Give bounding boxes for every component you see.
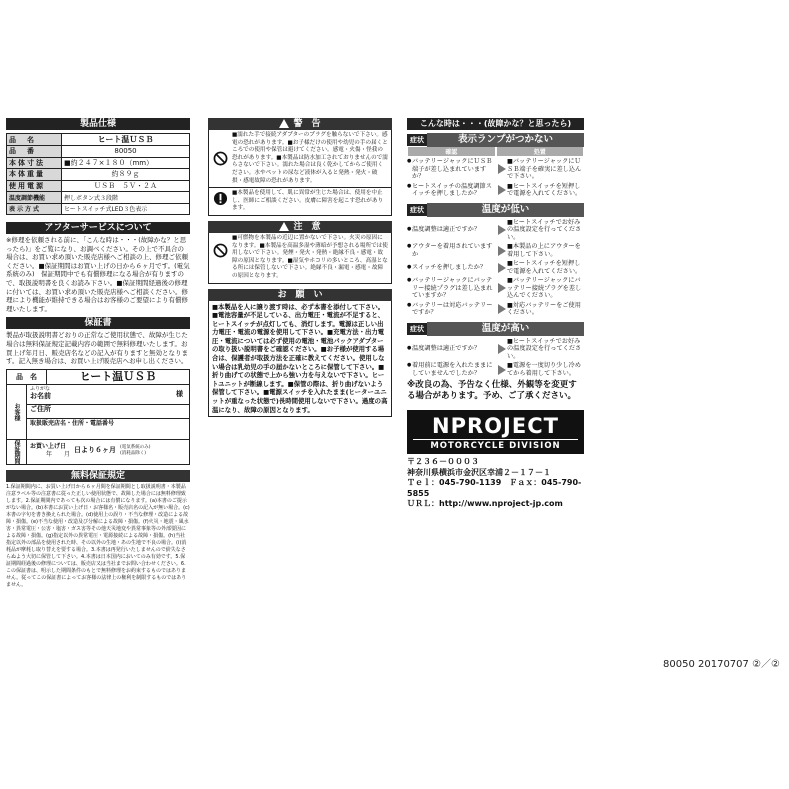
after-service-text: ※修理を依頼される前に、「こんな時は・・・(故障かな？と思ったら)」をご覧になり、お調べください。その上で不具合の場合は、お買い求め頂いた販売店様へご相談の上、修理ご依頼ください。■保証期間はお買い上げの日から６ヶ月です。(電気系統のみ) 保証期間中でも有償修理になる場合が有りますので、取扱説明書を良くお読み下さい。■保証期間経過後の修理に付いては、お買い求め頂いた販売店様へご相談ください。修理により機能が維持できる場合はお客様のご要望により有償修理いたします。 [6,236,190,313]
customer-label: お客様 [7,385,27,439]
spec-row: 品 名 ヒート温ＵＳＢ [7,134,190,146]
zip-code: 〒２３６－０００３ [407,457,479,466]
left-column [6,118,190,589]
spec-row: 本体寸法 ■約２４７×１８０（mm） [7,157,190,169]
logo-sub-text: MOTORCYCLE DIVISION [413,439,578,451]
arrow-right-icon [497,304,507,314]
middle-column [208,118,392,417]
section-low-temp-head [407,203,584,217]
spec-table [6,133,190,215]
spec-row: 本体重量 約８９ｇ [7,169,190,181]
caution-title: 注 意 [293,221,321,232]
section-title: 温度が高い [427,322,584,336]
address-cell: ご住所 [27,405,189,419]
warranty-text: 製品が取扱説明書どおりの正常なご使用状態で、故障が生じた場合は無料保証規定記載内容の範囲で無料修理いたします。お買上げ年月日、販売店名などの記入が有りますと無効となります。記入無き場合は、お買い上げ販売店へお申し出ください。 [6,331,188,366]
change-notice: ※改良の為、予告なく仕様、外観等を変更する場合があります。予め、ご了承ください。 [407,380,577,401]
section-title: 表示ランプがつかない [427,133,584,147]
period-label: 保証期間 [7,440,27,464]
period-cell: お買い上げ日 年 月 日より６ヶ月 (電気系統のみ)(消耗品除く) [30,443,151,458]
warning-title-bar [208,118,392,130]
warning-block-2 [208,188,392,216]
spec-title: 製品仕様 [6,118,190,130]
qa-row: ● バッテリージャックにバッテリー接続プラグは差し込まれていますか？ ■バッテリージャックにバッテリー接続プラグを差し込んでください。 [407,277,584,300]
card-customer-row [7,385,189,440]
caution-text: ■可燃物を本製品の近辺に置かないで下さい。火災の原因になります。■本製品を高温多湿や薄暗が予想される場所では使用しないで下さい。発煙・発火・発熱・絶縁不良・感電・故障の原因となります。■湿気やホコリの多いところ、高湿となる所には保管しないで下さい。絶縁不良・漏電・感電・故障の原因となります。 [232,234,388,279]
nproject-logo [407,410,584,454]
street-address: 神奈川県横浜市金沢区幸浦２－１７－１ [407,467,551,477]
arrow-right-icon [497,344,507,354]
warranty-card [6,369,190,465]
qa-row: ● 温度調整は適正ですか？ ■ヒートスイッチでお好みの温度設定を行ってください。 [407,219,584,242]
section-title: 温度が低い [427,203,584,217]
after-service-title: アフターサービスについて [6,222,190,234]
arrow-right-icon [497,246,507,256]
request-text: ■本製品を人に譲り渡す時は、必ず本書を添付して下さい。■電池容量が不足している、出力電圧・電流が不足すると、ヒートスイッチが点灯しても、消灯します。電源は正しい出力電圧・電流の電源を使用して下さい。■充電方法・出力電圧・電流については必ず使用の電池・電池パックアダプターの取り扱い説明書をご確認ください。■お子様が使用する場合は、保護者が取扱方法を正確に教えてください。使用しない場合は乳幼児の手の届かないところに保管して下さい。■折り曲げての状態で上から強い力を与えないで下さい。ヒートユニットが断線します。■保管の際は、折り曲げないよう保管して下さい。■電源スイッチを入れたまま(ヒーターユニットが重なった状態で)長時間使用しないで下さい。過度の高温になり、故障の原因となります。 [208,301,392,418]
qa-row: ● スイッチを押しましたか？ ■ヒートスイッチを短押しで電源を入れてください。 [407,260,584,275]
warning-text-1: ■濡れた手で接続アダプターのプラグを触らないで下さい。感電の恐れがあります。■お子様だけの使用や幼児の手の届くところでの使用や保管は避けてください。感電・火傷・怪我の恐れがあります。■本製品は防水加工されておりませんので濡らさないで下さい。濡れた場合は良く乾かしてからご使用ください。水やペットの尿など液体が入ると発熱・発火・破損・感電故障の恐れがあります。 [232,132,388,184]
prohibited-icon [212,150,228,166]
symptom-badge: 症状 [407,204,427,216]
spec-row: 使用電源 ＵＳＢ ５Ｖ・２Ａ [7,180,190,192]
warranty-title: 保証書 [6,317,190,329]
card-period-row [7,440,189,464]
warning-text-2: ■本製品を使用して、肌に異常が生じた場合は、使用を中止し、医師にご相談ください。皮膚に障害を起こす恐れがあります。 [232,190,384,212]
qa-row: ● 着用前に電源を入れたままにしていませんでしたか？ ■電源を一度切り少し冷めてから着用して下さい。 [407,362,584,377]
symptom-badge: 症状 [407,323,427,335]
card-product-row [7,370,189,385]
caution-title-bar [208,221,392,233]
company-address [407,457,584,510]
warning-triangle-icon [279,119,289,128]
product-label: 品 名 [7,370,47,384]
spec-row: 表示方式 ヒートスイッチ式LED３色表示 [7,203,190,215]
caution-triangle-icon [279,222,289,231]
qa-row: ● 温度調整は適正ですか？ ■ヒートスイッチでお好みの温度設定を行ってください。 [407,338,584,361]
product-value: ヒート温ＵＳＢ [79,369,157,383]
arrow-right-icon [497,365,507,375]
warning-title: 警 告 [293,119,321,129]
free-warranty-title: 無料保証規定 [6,470,190,482]
qa-row: ● アウターを着用されていますか ■本製品の上にアウターを着用して下さい。 [407,243,584,258]
section-no-lamp-head [407,133,584,147]
spec-row: 品 番 80050 [7,146,190,158]
qa-row: ● バッテリージャックにＵＳＢ端子が差し込まれていますか？ ■バッテリージャックにＵＳＢ端子を確実に差し込んで下さい。 [407,158,584,181]
qa-row: ● バッテリーは対応バッテリーですか？ ■対応バッテリーをご使用ください。 [407,302,584,317]
prohibited-icon-2 [212,243,228,259]
document-id: 80050 20170707 ②／② [663,659,780,670]
website-url: ＵＲＬ：http://www.nproject-jp.com [407,499,563,508]
warning-block-1 [208,130,392,188]
tel-fax: Ｔｅｌ：045-790-1139 Ｆａｘ：045-790-5855 [407,478,582,498]
request-title: お 願 い [208,289,392,301]
free-warranty-text: 1.保証期間内に、お買い上げ日から６ヶ月間を保証期間とし取扱説明書・本製品注意ラベル等の注意書に従った正しい使用状態で、故障した場合には無料修理致します。2.保証期間内であっても次の場合には有償になります。(a)本書のご提示がない場合。(b)本書にお買い上げ日・お客様名・販売店名の記入が無い場合。(c)本書の字句を書き換えられた場合。(d)使用上の誤り・不当な修理・改造による故障・損傷。(e)不当な使用・改造及び分解による故障・損傷。(f)火災・地震・風水害・異常電圧・公害・塩害・ガス害等その他天災地変や異常事象等の外部要因による故障・損傷。(g)指定以外の異常電圧・電源接続による故障・損傷。(h)当社指定以外の部品を使用された時、その以外の生地・あの生地で不良の場合。(i)消耗品が摩耗し取り替えを要する場合。3.本書は再発行いたしませんので紛失なさらぬよう大切に保管して下さい。4.本書は日本国内においてのみ有効です。5.保証期間経過後の修理については、販売店又は当社までお問い合わせください。6.この保証書は、明示した期間条件のもとで無料修理をお約束するものではありません。従ってこの保証書によってお客様の法律上の権利を制限するものではありません。 [6,483,190,588]
spec-row: 温度調節機能 押しボタン式３段階 [7,192,190,204]
arrow-right-icon [497,263,507,273]
mandatory-icon [212,190,228,206]
right-column [407,118,584,510]
troubleshoot-title: こんな時は・・・(故障かな？と思ったら) [407,118,584,130]
shop-cell: 取扱販売店名・住所・電話番号 [30,419,115,427]
arrow-right-icon [497,164,507,174]
arrow-right-icon [497,283,507,293]
check-fix-header: 確認 処置 [407,147,584,156]
symptom-badge: 症状 [407,134,427,146]
caution-block [208,233,392,284]
logo-main-text: NPROJECT [432,414,559,438]
arrow-right-icon [497,185,507,195]
section-high-temp-head [407,322,584,336]
qa-row: ● ヒートスイッチの温度調節スイッチを押しましたか？ ■ヒートスイッチを短押しで電源を入れてください。 [407,183,584,198]
arrow-right-icon [497,225,507,235]
name-cell: ふりがな お名前 様 [27,385,189,405]
